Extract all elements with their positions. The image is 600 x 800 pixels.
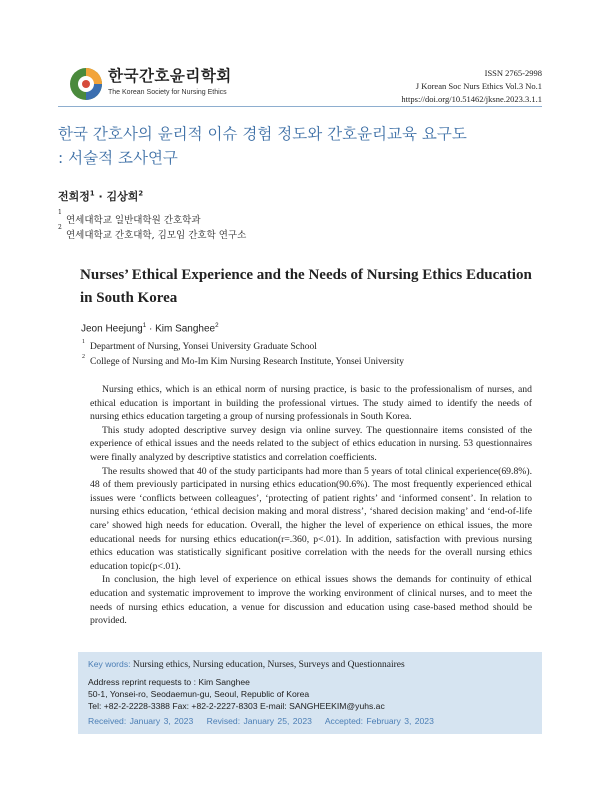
affiliation-number: 2 [58, 224, 62, 231]
affiliation-number: 1 [82, 339, 85, 345]
english-author-1: Jeon Heejung [81, 323, 143, 335]
abstract-paragraph-4: In conclusion, the high level of experience on ethical issues shows the demands for continuity of ethical education and systematic improvement to improve the working environment of clinical nurses, and to meet the needs of nursing ethics education, a venue for discussion and education using case-based method should be provided. [90, 574, 532, 627]
korean-affiliation-1 [58, 209, 201, 226]
korean-title-line1: 한국 간호사의 윤리적 이슈 경험 정도와 간호윤리교육 요구도 [58, 125, 467, 143]
society-name [108, 67, 232, 96]
author-1-affiliation-mark: 1 [89, 189, 95, 198]
contact-line: Tel: +82-2-2228-3388 Fax: +82-2-2227-8303 E-mail: SANGHEEKIM@yuhs.ac [88, 701, 385, 711]
english-title [80, 264, 542, 310]
english-title-line2: in South Korea [80, 290, 178, 306]
author-separator: · [146, 323, 156, 335]
korean-title-line2: : 서술적 조사연구 [58, 149, 178, 167]
doi-link[interactable]: https://doi.org/10.51462/jksne.2023.3.1.1 [401, 94, 542, 104]
affiliation-number: 2 [82, 354, 85, 360]
abstract-paragraph-1: Nursing ethics, which is an ethical norm of nursing practice, is basic to the professionalism of nurses, and ethical education is important in building the professional virtues. The study aimed to identify the needs of nursing ethics education targeting a group of nursing professionals in South Korea. [90, 384, 532, 423]
korean-title [58, 122, 542, 170]
affiliation-text: 연세대학교 간호대학, 김모임 간호학 연구소 [66, 230, 247, 241]
english-affiliation-2 [82, 354, 404, 367]
reprint-request-line: Address reprint requests to : Kim Sanghee [88, 677, 250, 687]
author-separator: · [94, 190, 107, 203]
journal-reference: J Korean Soc Nurs Ethics Vol.3 No.1 [415, 81, 542, 91]
journal-info [401, 67, 542, 106]
society-name-korean: 한국간호윤리학회 [108, 67, 232, 85]
affiliation-text: Department of Nursing, Yonsei University Graduate School [90, 342, 317, 352]
revised-date: Revised: January 25, 2023 [206, 716, 312, 726]
english-author-2: Kim Sanghee [155, 323, 216, 335]
article-info-box [78, 652, 542, 734]
abstract-paragraph-2: This study adopted descriptive survey design via online survey. The questionnaire items consisted of the experience of ethical issues and the needs related to the subject of ethics education in nursing. 53 questionnaires were finally analyzed by descriptive statistics and correlation coefficients. [90, 424, 532, 463]
abstract [90, 383, 532, 628]
korean-author-1: 전희정 [58, 190, 90, 203]
korean-authors [58, 188, 143, 204]
korean-author-2: 김상희 [106, 190, 139, 203]
affiliation-text: 연세대학교 일반대학원 간호학과 [66, 215, 201, 226]
society-logo [68, 66, 104, 102]
accepted-date: Accepted: February 3, 2023 [324, 716, 434, 726]
header-divider [58, 106, 542, 107]
abstract-paragraph-3: The results showed that 40 of the study participants had more than 5 years of total clinical experience(69.8%). 48 of them previously participated in nursing ethics education(90.6%). The most frequently experienced ethical issues were ‘conflicts between colleagues’, ‘protecting of patient rights’ and ‘informed consent’. In relation to nursing ethics education, ‘ethical decision making and moral distress’, ‘shared decision making’ and ‘end-of-life care’ showed high needs for education. Overall, the higher the level of experience on ethical issues, the more educational needs for nursing ethics education(r=.360, p<.01). In addition, satisfaction with previous nursing ethics education was statistically significant positive correlation with the needs for the overall nursing ethics education topic(p<.01). [90, 465, 532, 572]
society-name-english: The Korean Society for Nursing Ethics [108, 89, 227, 96]
article-dates [88, 716, 444, 726]
address-line: 50-1, Yonsei-ro, Seodaemun-gu, Seoul, Republic of Korea [88, 689, 310, 699]
author-2-affiliation-mark: 2 [138, 189, 144, 198]
author-2-affiliation-mark: 2 [215, 322, 219, 329]
korean-affiliation-2 [58, 224, 247, 241]
keywords-label: Key words: [88, 659, 131, 669]
affiliation-number: 1 [58, 209, 62, 216]
author-1-affiliation-mark: 1 [142, 322, 147, 329]
english-title-line1: Nurses’ Ethical Experience and the Needs of Nursing Ethics Education [80, 267, 532, 283]
keywords-line [88, 659, 405, 670]
english-affiliation-1 [82, 339, 317, 352]
keywords-values: Nursing ethics, Nursing education, Nurses, Surveys and Questionnaires [132, 660, 405, 670]
affiliation-text: College of Nursing and Mo-Im Kim Nursing Research Institute, Yonsei University [90, 357, 404, 367]
issn: ISSN 2765-2998 [484, 68, 542, 78]
english-authors [81, 322, 219, 334]
received-date: Received: January 3, 2023 [88, 716, 194, 726]
